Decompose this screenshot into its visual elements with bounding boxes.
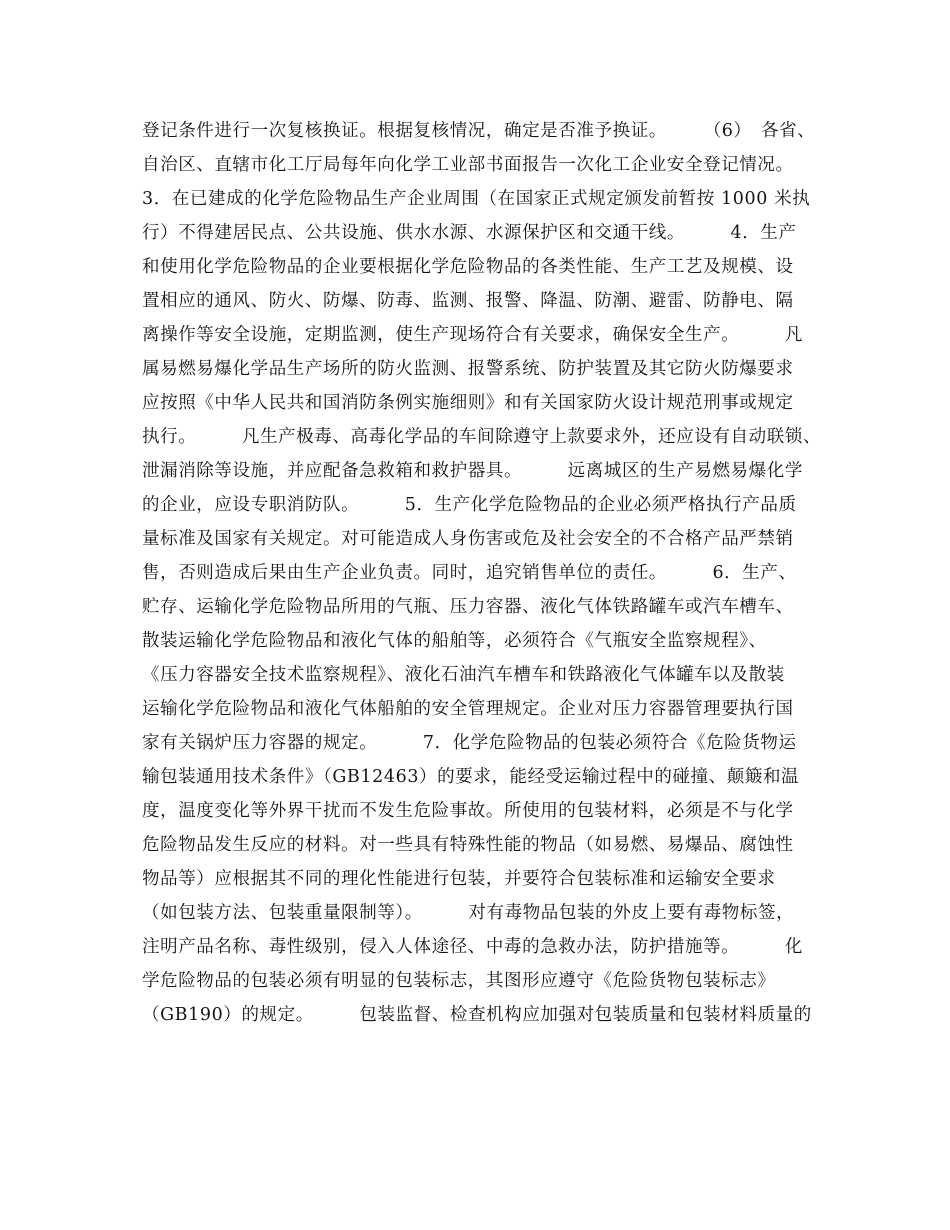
text-line: 度，温度变化等外界干扰而不发生危险事故。所使用的包装材料，必须是不与化学 — [142, 801, 794, 821]
text-line: 学危险物品的包装必须有明显的包装标志，其图形应遵守《危险货物包装标志》 — [142, 971, 776, 991]
text-line: 泄漏消除等设施，并应配备急救箱和救护器具。 远离城区的生产易燃易爆化学 — [142, 461, 803, 481]
text-line: 《压力容器安全技术监察规程》、液化石油汽车槽车和铁路液化气体罐车以及散装 — [142, 665, 785, 685]
text-line: 置相应的通风、防火、防爆、防毒、监测、报警、降温、防潮、避雷、防静电、隔 — [142, 291, 794, 311]
text-line: 贮存、运输化学危险物品所用的气瓶、压力容器、液化气体铁路罐车或汽车槽车、 — [142, 597, 794, 617]
text-line: 离操作等安全设施，定期监测，使生产现场符合有关要求，确保安全生产。 凡 — [142, 325, 803, 345]
text-line: 的企业，应设专职消防队。 5．生产化学危险物品的企业必须严格执行产品质 — [142, 495, 797, 515]
text-line: 登记条件进行一次复核换证。根据复核情况，确定是否准予换证。 （6） 各省、 — [142, 121, 816, 141]
text-line: 3．在已建成的化学危险物品生产企业周围（在国家正式规定颁发前暂按 1000 米执 — [142, 189, 811, 209]
text-line: 输包装通用技术条件》（GB12463）的要求，能经受运输过程中的碰撞、颠簸和温 — [142, 767, 800, 787]
text-line: 售，否则造成后果由生产企业负责。同时，追究销售单位的责任。 6．生产、 — [142, 563, 797, 583]
text-line: 家有关锅炉压力容器的规定。 7．化学危险物品的包装必须符合《危险货物运 — [142, 733, 797, 753]
text-line: 应按照《中华人民共和国消防条例实施细则》和有关国家防火设计规范刑事或规定 — [142, 393, 794, 413]
text-line: 物品等）应根据其不同的理化性能进行包装，并要符合包装标准和运输安全要求 — [142, 869, 776, 889]
text-line: 和使用化学危险物品的企业要根据化学危险物品的各类性能、生产工艺及规模、设 — [142, 257, 794, 277]
text-line: 散装运输化学危险物品和液化气体的船舶等，必须符合《气瓶安全监察规程》、 — [142, 631, 767, 651]
text-line: 量标准及国家有关规定。对可能造成人身伤害或危及社会安全的不合格产品严禁销 — [142, 529, 794, 549]
text-line: 危险物品发生反应的材料。对一些具有特殊性能的物品（如易燃、易爆品、腐蚀性 — [142, 835, 794, 855]
text-line: 属易燃易爆化学品生产场所的防火监测、报警系统、防护装置及其它防火防爆要求 — [142, 359, 794, 379]
text-line: （如包装方法、包装重量限制等）。 对有毒物品包装的外皮上要有毒物标签， — [142, 903, 795, 923]
text-line: 行）不得建居民点、公共设施、供水水源、水源保护区和交通干线。 4．生产 — [142, 223, 797, 243]
text-line: 自治区、直辖市化工厅局每年向化学工业部书面报告一次化工企业安全登记情况。 — [142, 155, 794, 175]
text-line: 注明产品名称、毒性级别，侵入人体途径、中毒的急救办法，防护措施等。 化 — [142, 937, 803, 957]
text-line: 运输化学危险物品和液化气体船舶的安全管理规定。企业对压力容器管理要执行国 — [142, 699, 794, 719]
text-line: （GB190）的规定。 包装监督、检查机构应加强对包装质量和包装材料质量的 — [142, 1005, 812, 1025]
text-line: 执行。 凡生产极毒、高毒化学品的车间除遵守上款要求外，还应设有自动联锁、 — [142, 427, 822, 447]
